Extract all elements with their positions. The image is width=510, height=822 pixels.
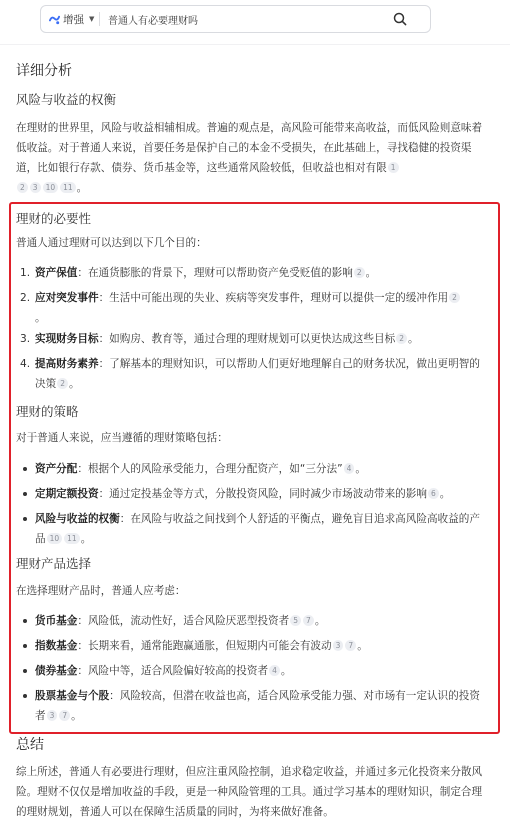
mode-selector[interactable] [41,6,99,32]
necessity-list [16,263,486,394]
citation-badge[interactable]: 2 [354,267,365,278]
list-item: 股票基金与个股：风险较高，但潜在收益也高，适合风险承受能力强、对市场有一定认识的投资者 3 7 。 [16,686,486,726]
list-item: 2. 应对突发事件：生活中可能出现的失业、疾病等突发事件，理财可以提供一定的缓冲作用 2 。 [16,288,486,329]
citation-badge[interactable]: 2 [17,182,28,193]
citation-badge[interactable]: 10 [47,533,63,544]
summary-heading: 总结 [16,737,44,753]
citation-badge[interactable]: 10 [43,182,59,193]
necessity-heading: 理财的必要性 [16,211,92,226]
list-item: 资产分配：根据个人的风险承受能力，合理分配资产，如“三分法” 4 。 [16,459,486,484]
strategy-list [16,459,486,549]
list-item: 4. 提高财务素养：了解基本的理财知识，可以帮助人们更好地理解自己的财务状况，做出更明智的决策 2 。 [20,358,480,390]
products-list [16,611,486,726]
citation-badge[interactable]: 2 [396,333,407,344]
search-input[interactable] [100,6,370,32]
citation-badge[interactable]: 11 [60,182,76,193]
products-heading: 理财产品选择 [16,556,92,571]
citation-badge[interactable]: 7 [59,710,70,721]
strategy-intro: 对于普通人来说，应当遵循的理财策略包括： [16,432,228,444]
list-item: 风险与收益的权衡：在风险与收益之间找到个人舒适的平衡点，避免盲目追求高风险高收益的产品 10 11 。 [16,509,486,549]
search-button[interactable] [370,6,430,32]
search-bar [40,5,431,33]
risk-paragraph: 在理财的世界里，风险与收益相辅相成。普遍的观点是，高风险可能带来高收益，而低风险则意味着低收益。对于普通人来说，首要任务是保护自己的本金不受损失，在此基础上，寻找稳健的投资渠道，比如银行存款、债券、货币基金等，这些通常风险较低，但收益也相对有限 1 2 3 10 11 。 [16,122,483,194]
risk-heading: 风险与收益的权衡 [16,92,117,107]
list-item: 定期定额投资：通过定投基金等方式，分散投资风险，同时减少市场波动带来的影响 6 。 [16,484,486,509]
citation-badge[interactable]: 3 [30,182,41,193]
header-divider [0,44,510,45]
list-item: 1. 资产保值：在通货膨胀的背景下，理财可以帮助资产免受贬值的影响 2 。 [20,267,377,279]
summary-paragraph: 综上所述，普通人有必要进行理财，但应注重风险控制，追求稳定收益，并通过多元化投资来分散风险。理财不仅仅是增加收益的手段，更是一种风险管理的工具。通过学习基本的理财知识，制定合理的理财规划，普通人可以在保障生活质量的同时，为将来做好准备。 [16,766,483,818]
chevron-down-icon: ▼ [89,15,95,23]
list-item: 3. 实现财务目标：如购房、教育等，通过合理的理财规划可以更快达成这些目标 2 。 [20,333,419,345]
necessity-intro: 普通人通过理财可以达到以下几个目的： [16,237,207,249]
products-intro: 在选择理财产品时，普通人应考虑： [16,585,186,597]
analysis-title: 详细分析 [16,63,72,79]
risk-paragraph-text: 在理财的世界里，风险与收益相辅相成。普遍的观点是，高风险可能带来高收益，而低风险则意味着低收益。对于普通人来说，首要任务是保护自己的本金不受损失，在此基础上，寻找稳健的投资渠道，比如银行存款、债券、货币基金等，这些通常风险较低，但收益也相对有限 [16,122,483,174]
list-item: 债券基金：风险中等，适合风险偏好较高的投资者 4 。 [16,661,486,686]
mode-label: 增强 [63,13,84,26]
list-item: 指数基金：长期来看，通常能跑赢通胀，但短期内可能会有波动 3 7 。 [16,636,486,661]
citation-badge[interactable]: 4 [344,463,355,474]
citation-badge[interactable]: 2 [57,378,68,389]
enhance-mode-icon [49,14,60,25]
citation-badge[interactable]: 1 [388,162,399,173]
citation-badge[interactable]: 7 [303,615,314,626]
citation-badge[interactable]: 6 [428,488,439,499]
citation-badge[interactable]: 2 [449,292,460,303]
search-icon [393,12,407,26]
citation-badge[interactable]: 3 [333,640,344,651]
strategy-heading: 理财的策略 [16,404,79,419]
citation-badge[interactable]: 4 [269,665,280,676]
list-item: 货币基金：风险低，流动性好，适合风险厌恶型投资者 5 7 。 [16,611,486,636]
citation-badge[interactable]: 5 [290,615,301,626]
citation-badge[interactable]: 3 [47,710,58,721]
citation-badge[interactable]: 11 [64,533,80,544]
citation-badge[interactable]: 7 [345,640,356,651]
